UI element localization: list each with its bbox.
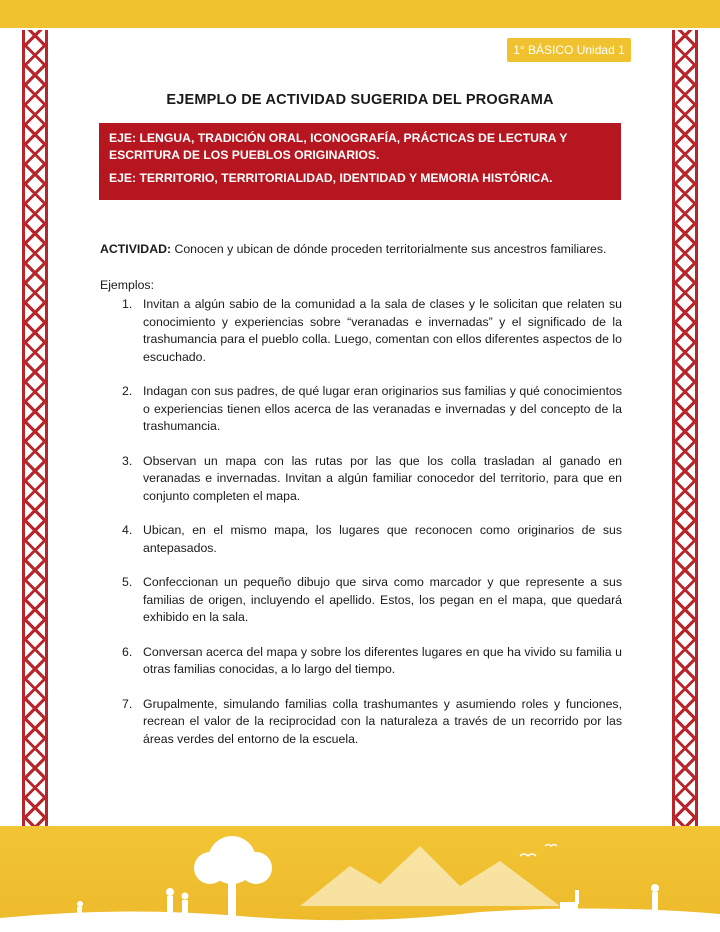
left-decorative-border bbox=[22, 30, 48, 828]
item-text: Conversan acerca del mapa y sobre los diferentes lugares en que ha vivido su familia u otras familias conocidas, a lo largo del tiempo. bbox=[143, 644, 622, 676]
item-text: Indagan con sus padres, de qué lugar eran originarios sus familias y qué conocimientos o experiencias tienen ellos acerca de las veranadas e invernadas y del concepto de la trashumancia. bbox=[143, 384, 622, 433]
item-text: Invitan a algún sabio de la comunidad a la sala de clases y le solicitan que relaten su conocimiento y experiencias sobre “veranadas e invernadas” y el significado de la trashumancia para el pueblo colla. Luego, comentan con ellos diferentes aspectos de lo escuchado. bbox=[143, 297, 622, 364]
list-item bbox=[100, 453, 622, 506]
item-text: Observan un mapa con las rutas por las que los colla trasladan al ganado en veranadas e invernadas. Invitan a algún familiar conocedor del territorio, para que en conjunto completen el mapa. bbox=[143, 453, 622, 503]
item-number: 4. bbox=[122, 523, 133, 537]
list-item bbox=[100, 522, 622, 557]
list-item bbox=[100, 696, 622, 749]
eje-1: EJE: LENGUA, TRADICIÓN ORAL, ICONOGRAFÍA, PRÁCTICAS DE LECTURA Y ESCRITURA DE LOS PUEBLOS ORIGINARIOS. bbox=[109, 131, 568, 162]
item-number: 2. bbox=[122, 384, 133, 398]
activity-line bbox=[100, 241, 622, 259]
list-item bbox=[100, 383, 622, 436]
list-item bbox=[100, 296, 622, 366]
header-divider bbox=[0, 28, 720, 32]
list-item bbox=[100, 574, 622, 627]
item-number: 3. bbox=[122, 453, 133, 468]
birds-icon bbox=[520, 845, 557, 857]
item-text: Grupalmente, simulando familias colla trashumantes y asumiendo roles y funciones, recrean el valor de la reciprocidad con la naturaleza a través de un recorrido por las áreas verdes del entorno de la escuela. bbox=[143, 696, 622, 746]
activity-text: Conocen y ubican de dónde proceden territorialmente sus ancestros familiares. bbox=[171, 242, 607, 256]
activity-label: ACTIVIDAD: bbox=[100, 242, 172, 256]
landscape-illustration bbox=[0, 826, 720, 932]
item-number: 1. bbox=[122, 297, 133, 311]
eje-2: EJE: TERRITORIO, TERRITORIALIDAD, IDENTIDAD Y MEMORIA HISTÓRICA. bbox=[109, 171, 553, 185]
item-number: 7. bbox=[122, 696, 133, 711]
page-title: EJEMPLO DE ACTIVIDAD SUGERIDA DEL PROGRAMA bbox=[166, 92, 554, 108]
tree-icon bbox=[194, 836, 272, 918]
examples-label: Ejemplos: bbox=[100, 277, 154, 292]
examples-list bbox=[100, 296, 622, 748]
list-item bbox=[100, 644, 622, 679]
right-decorative-border bbox=[672, 30, 698, 828]
item-text: Ubican, en el mismo mapa, los lugares que reconocen como originarios de sus antepasados. bbox=[143, 523, 622, 555]
header-band bbox=[0, 0, 720, 28]
eje-box bbox=[99, 123, 621, 200]
activity-content bbox=[100, 241, 622, 765]
item-number: 6. bbox=[122, 644, 133, 659]
item-number: 5. bbox=[122, 575, 133, 589]
item-text: Confeccionan un pequeño dibujo que sirva como marcador y que represente a sus familias de origen, incluyendo el apellido. Estos, los pegan en el mapa, que quedará exhibido en la sala. bbox=[143, 575, 622, 624]
ground-shape bbox=[0, 908, 720, 932]
course-badge: 1° BÁSICO Unidad 1 bbox=[507, 38, 631, 62]
